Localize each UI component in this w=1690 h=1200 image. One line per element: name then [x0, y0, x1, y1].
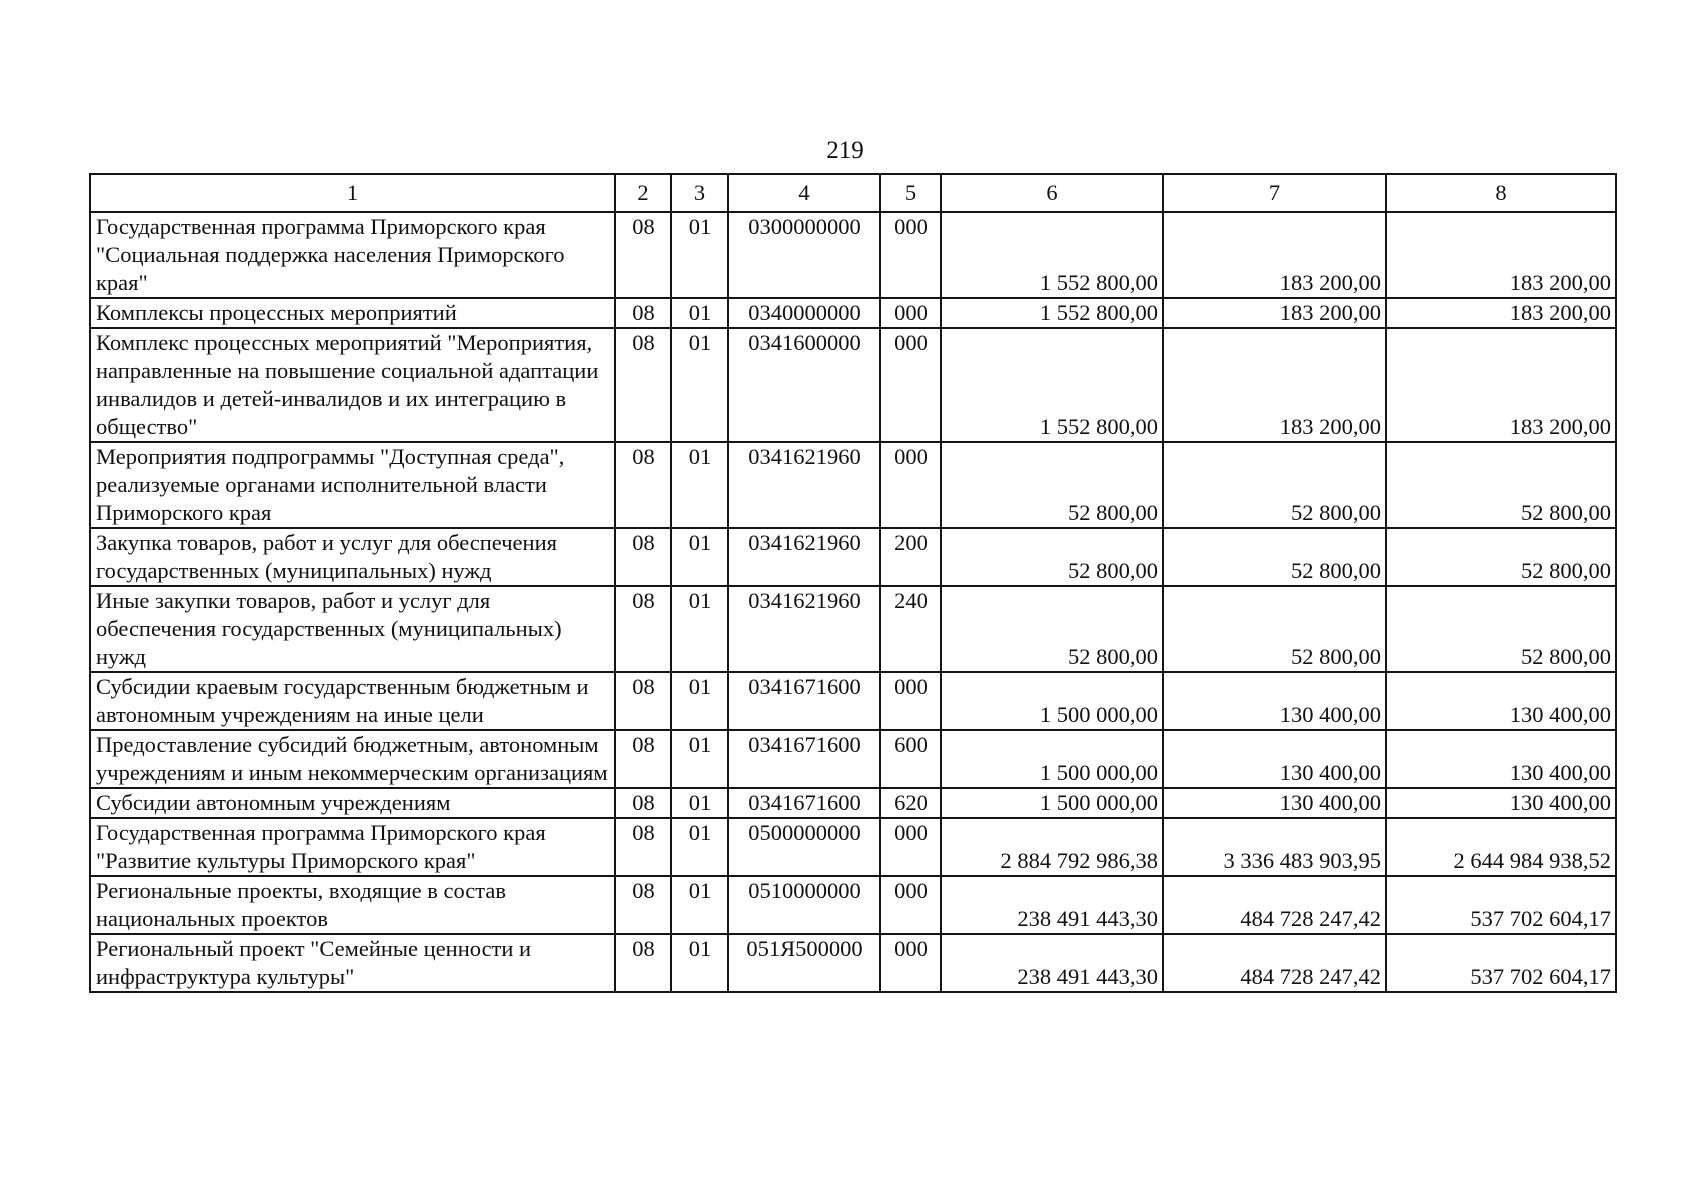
table-row: [90, 586, 1616, 672]
amount-col-6: 1 552 800,00: [941, 298, 1163, 328]
subsection-code: 01: [671, 818, 728, 876]
expense-type-code: 000: [880, 212, 941, 298]
table-row: [90, 818, 1616, 876]
expense-type-code: 200: [880, 528, 941, 586]
section-code: 08: [615, 672, 671, 730]
amount-col-8: 537 702 604,17: [1386, 934, 1616, 992]
amount-col-6: 238 491 443,30: [941, 876, 1163, 934]
subsection-code: 01: [671, 788, 728, 818]
amount-col-6: 52 800,00: [941, 586, 1163, 672]
section-code: 08: [615, 730, 671, 788]
row-name: Субсидии автономным учреждениям: [90, 788, 615, 818]
table-row: [90, 528, 1616, 586]
subsection-code: 01: [671, 298, 728, 328]
amount-col-8: 537 702 604,17: [1386, 876, 1616, 934]
expense-type-code: 000: [880, 818, 941, 876]
subsection-code: 01: [671, 442, 728, 528]
target-article-code: 0340000000: [728, 298, 880, 328]
expense-type-code: 000: [880, 442, 941, 528]
amount-col-8: 130 400,00: [1386, 788, 1616, 818]
row-name: Мероприятия подпрограммы "Доступная среда", реализуемые органами исполнительной власти Приморского края: [90, 442, 615, 528]
section-code: 08: [615, 876, 671, 934]
column-header: 8: [1386, 174, 1616, 212]
amount-col-8: 52 800,00: [1386, 586, 1616, 672]
expense-type-code: 000: [880, 328, 941, 442]
amount-col-6: 2 884 792 986,38: [941, 818, 1163, 876]
expense-type-code: 000: [880, 298, 941, 328]
row-name: Субсидии краевым государственным бюджетным и автономным учреждениям на иные цели: [90, 672, 615, 730]
section-code: 08: [615, 442, 671, 528]
target-article-code: 0510000000: [728, 876, 880, 934]
subsection-code: 01: [671, 934, 728, 992]
amount-col-8: 183 200,00: [1386, 212, 1616, 298]
section-code: 08: [615, 528, 671, 586]
subsection-code: 01: [671, 328, 728, 442]
column-header: 6: [941, 174, 1163, 212]
section-code: 08: [615, 586, 671, 672]
budget-table: [89, 173, 1617, 993]
target-article-code: 0341621960: [728, 528, 880, 586]
expense-type-code: 600: [880, 730, 941, 788]
subsection-code: 01: [671, 672, 728, 730]
section-code: 08: [615, 328, 671, 442]
column-header: 5: [880, 174, 941, 212]
amount-col-7: 52 800,00: [1163, 586, 1386, 672]
amount-col-7: 183 200,00: [1163, 328, 1386, 442]
amount-col-7: 484 728 247,42: [1163, 876, 1386, 934]
amount-col-6: 52 800,00: [941, 442, 1163, 528]
expense-type-code: 000: [880, 876, 941, 934]
amount-col-7: 130 400,00: [1163, 788, 1386, 818]
amount-col-8: 183 200,00: [1386, 328, 1616, 442]
amount-col-7: 484 728 247,42: [1163, 934, 1386, 992]
row-name: Комплексы процессных мероприятий: [90, 298, 615, 328]
amount-col-7: 130 400,00: [1163, 730, 1386, 788]
target-article-code: 0341671600: [728, 788, 880, 818]
section-code: 08: [615, 818, 671, 876]
table-row: [90, 730, 1616, 788]
table-row: [90, 328, 1616, 442]
expense-type-code: 620: [880, 788, 941, 818]
subsection-code: 01: [671, 586, 728, 672]
table-row: [90, 876, 1616, 934]
table-row: [90, 298, 1616, 328]
target-article-code: 0341600000: [728, 328, 880, 442]
subsection-code: 01: [671, 528, 728, 586]
table-row: [90, 442, 1616, 528]
amount-col-7: 183 200,00: [1163, 298, 1386, 328]
amount-col-6: 1 500 000,00: [941, 672, 1163, 730]
amount-col-7: 183 200,00: [1163, 212, 1386, 298]
page-number: 219: [826, 137, 864, 164]
subsection-code: 01: [671, 876, 728, 934]
row-name: Предоставление субсидий бюджетным, автономным учреждениям и иным некоммерческим организациям: [90, 730, 615, 788]
target-article-code: 0341621960: [728, 442, 880, 528]
target-article-code: 0341621960: [728, 586, 880, 672]
column-header: 3: [671, 174, 728, 212]
row-name: Государственная программа Приморского края "Социальная поддержка населения Приморского края": [90, 212, 615, 298]
column-header: 1: [90, 174, 615, 212]
target-article-code: 0500000000: [728, 818, 880, 876]
header-row: [90, 174, 1616, 212]
amount-col-7: 52 800,00: [1163, 442, 1386, 528]
table-row: [90, 212, 1616, 298]
target-article-code: 0300000000: [728, 212, 880, 298]
amount-col-7: 130 400,00: [1163, 672, 1386, 730]
table-row: [90, 934, 1616, 992]
amount-col-8: 52 800,00: [1386, 528, 1616, 586]
amount-col-6: 1 500 000,00: [941, 730, 1163, 788]
table-row: [90, 788, 1616, 818]
section-code: 08: [615, 788, 671, 818]
section-code: 08: [615, 212, 671, 298]
expense-type-code: 000: [880, 672, 941, 730]
subsection-code: 01: [671, 730, 728, 788]
amount-col-8: 183 200,00: [1386, 298, 1616, 328]
row-name: Региональные проекты, входящие в состав национальных проектов: [90, 876, 615, 934]
row-name: Иные закупки товаров, работ и услуг для обеспечения государственных (муниципальных) нужд: [90, 586, 615, 672]
column-header: 4: [728, 174, 880, 212]
amount-col-8: 52 800,00: [1386, 442, 1616, 528]
row-name: Закупка товаров, работ и услуг для обеспечения государственных (муниципальных) нужд: [90, 528, 615, 586]
section-code: 08: [615, 298, 671, 328]
target-article-code: 051Я500000: [728, 934, 880, 992]
amount-col-6: 1 552 800,00: [941, 328, 1163, 442]
amount-col-6: 238 491 443,30: [941, 934, 1163, 992]
amount-col-8: 130 400,00: [1386, 730, 1616, 788]
row-name: Государственная программа Приморского края "Развитие культуры Приморского края": [90, 818, 615, 876]
amount-col-6: 1 500 000,00: [941, 788, 1163, 818]
amount-col-6: 52 800,00: [941, 528, 1163, 586]
target-article-code: 0341671600: [728, 730, 880, 788]
section-code: 08: [615, 934, 671, 992]
subsection-code: 01: [671, 212, 728, 298]
expense-type-code: 000: [880, 934, 941, 992]
column-header: 2: [615, 174, 671, 212]
amount-col-6: 1 552 800,00: [941, 212, 1163, 298]
amount-col-7: 52 800,00: [1163, 528, 1386, 586]
amount-col-7: 3 336 483 903,95: [1163, 818, 1386, 876]
amount-col-8: 2 644 984 938,52: [1386, 818, 1616, 876]
expense-type-code: 240: [880, 586, 941, 672]
row-name: Региональный проект "Семейные ценности и инфраструктура культуры": [90, 934, 615, 992]
target-article-code: 0341671600: [728, 672, 880, 730]
table-row: [90, 672, 1616, 730]
amount-col-8: 130 400,00: [1386, 672, 1616, 730]
column-header: 7: [1163, 174, 1386, 212]
row-name: Комплекс процессных мероприятий "Мероприятия, направленные на повышение социальной адаптации инвалидов и детей-инвалидов и их интеграцию в общество": [90, 328, 615, 442]
